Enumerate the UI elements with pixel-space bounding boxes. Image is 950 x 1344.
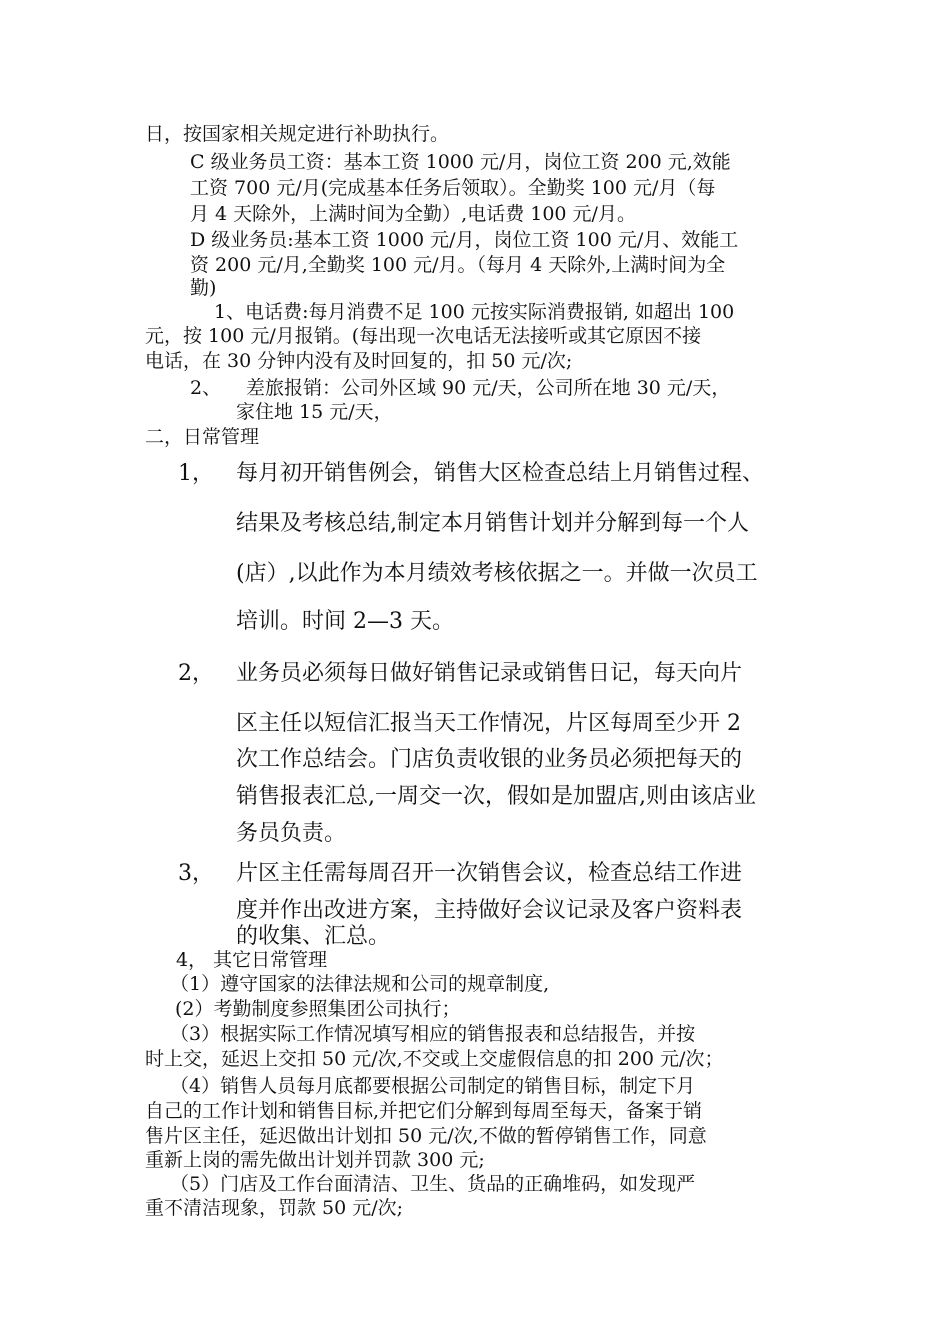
item3-line: 片区主任需每周召开一次销售会议，检查总结工作进 (236, 861, 743, 886)
text-line: 元，按 100 元/月报销。(每出现一次电话无法接听或其它原因不接 (145, 325, 702, 347)
text-line: 工资 700 元/月(完成基本任务后领取）。全勤奖 100 元/月（每 (190, 177, 716, 199)
rule-line: 重新上岗的需先做出计划并罚款 300 元; (145, 1149, 485, 1171)
item3-line: 度并作出改进方案，主持做好会议记录及客户资料表 (236, 898, 743, 923)
text-line: 日，按国家相关规定进行补助执行。 (145, 123, 450, 145)
section-heading: 二，日常管理 (145, 426, 260, 448)
item3-line: 的收集、汇总。 (236, 924, 391, 949)
text-line: D 级业务员:基本工资 1000 元/月，岗位工资 100 元/月、效能工 (190, 229, 739, 251)
rule-line: 重不清洁现象，罚款 50 元/次; (145, 1197, 404, 1219)
rule-line: （1）遵守国家的法律法规和公司的规章制度, (170, 973, 550, 995)
text-line: 差旅报销：公司外区域 90 元/天，公司所在地 30 元/天， (246, 377, 731, 399)
rule-line: 时上交，延迟上交扣 50 元/次,不交或上交虚假信息的扣 200 元/次； (145, 1048, 724, 1070)
item2-line: 业务员必须每日做好销售记录或销售日记，每天向片 (236, 661, 743, 686)
item2-line: 务员负责。 (236, 821, 347, 846)
text-line: 勤) (190, 277, 217, 299)
item1-line: 培训。时间 2—3 天。 (236, 609, 454, 634)
rule-line: 自己的工作计划和销售目标,并把它们分解到每周至每天，备案于销 (145, 1100, 703, 1122)
rule-line: （3）根据实际工作情况填写相应的销售报表和总结报告，并按 (170, 1023, 696, 1045)
text-line: 电话，在 30 分钟内没有及时回复的，扣 50 元/次; (145, 350, 573, 372)
list-number: 3， (178, 861, 214, 886)
text-line: 资 200 元/月,全勤奖 100 元/月。（每月 4 天除外,上满时间为全 (190, 254, 726, 276)
item2-line: 次工作总结会。门店负责收银的业务员必须把每天的 (236, 747, 743, 772)
subsection-heading: 4， 其它日常管理 (176, 949, 328, 971)
rule-line: （4）销售人员每月底都要根据公司制定的销售目标，制定下月 (170, 1075, 696, 1097)
item1-line: 每月初开销售例会，销售大区检查总结上月销售过程、 (236, 461, 765, 486)
item1-line: (店）,以此作为本月绩效考核依据之一。并做一次员工 (236, 561, 758, 586)
rule-line: （5）门店及工作台面清洁、卫生、货品的正确堆码，如发现严 (170, 1173, 696, 1195)
text-line: 1、电话费:每月消费不足 100 元按实际消费报销, 如超出 100 (214, 301, 735, 323)
item2-line: 区主任以短信汇报当天工作情况，片区每周至少开 2 (236, 711, 741, 736)
text-line: C 级业务员工资：基本工资 1000 元/月，岗位工资 200 元,效能 (190, 151, 731, 173)
item2-line: 销售报表汇总,一周交一次，假如是加盟店,则由该店业 (236, 784, 756, 809)
list-number: 2， (178, 661, 214, 686)
item1-line: 结果及考核总结,制定本月销售计划并分解到每一个人 (236, 511, 749, 536)
list-number: 2、 (190, 377, 222, 399)
rule-line: (2）考勤制度参照集团公司执行； (175, 998, 461, 1020)
text-line: 月 4 天除外，上满时间为全勤）,电话费 100 元/月。 (190, 203, 636, 225)
text-line: 家住地 15 元/天， (236, 401, 393, 423)
list-number: 1， (178, 461, 214, 486)
rule-line: 售片区主任，延迟做出计划扣 50 元/次,不做的暂停销售工作，同意 (145, 1125, 707, 1147)
